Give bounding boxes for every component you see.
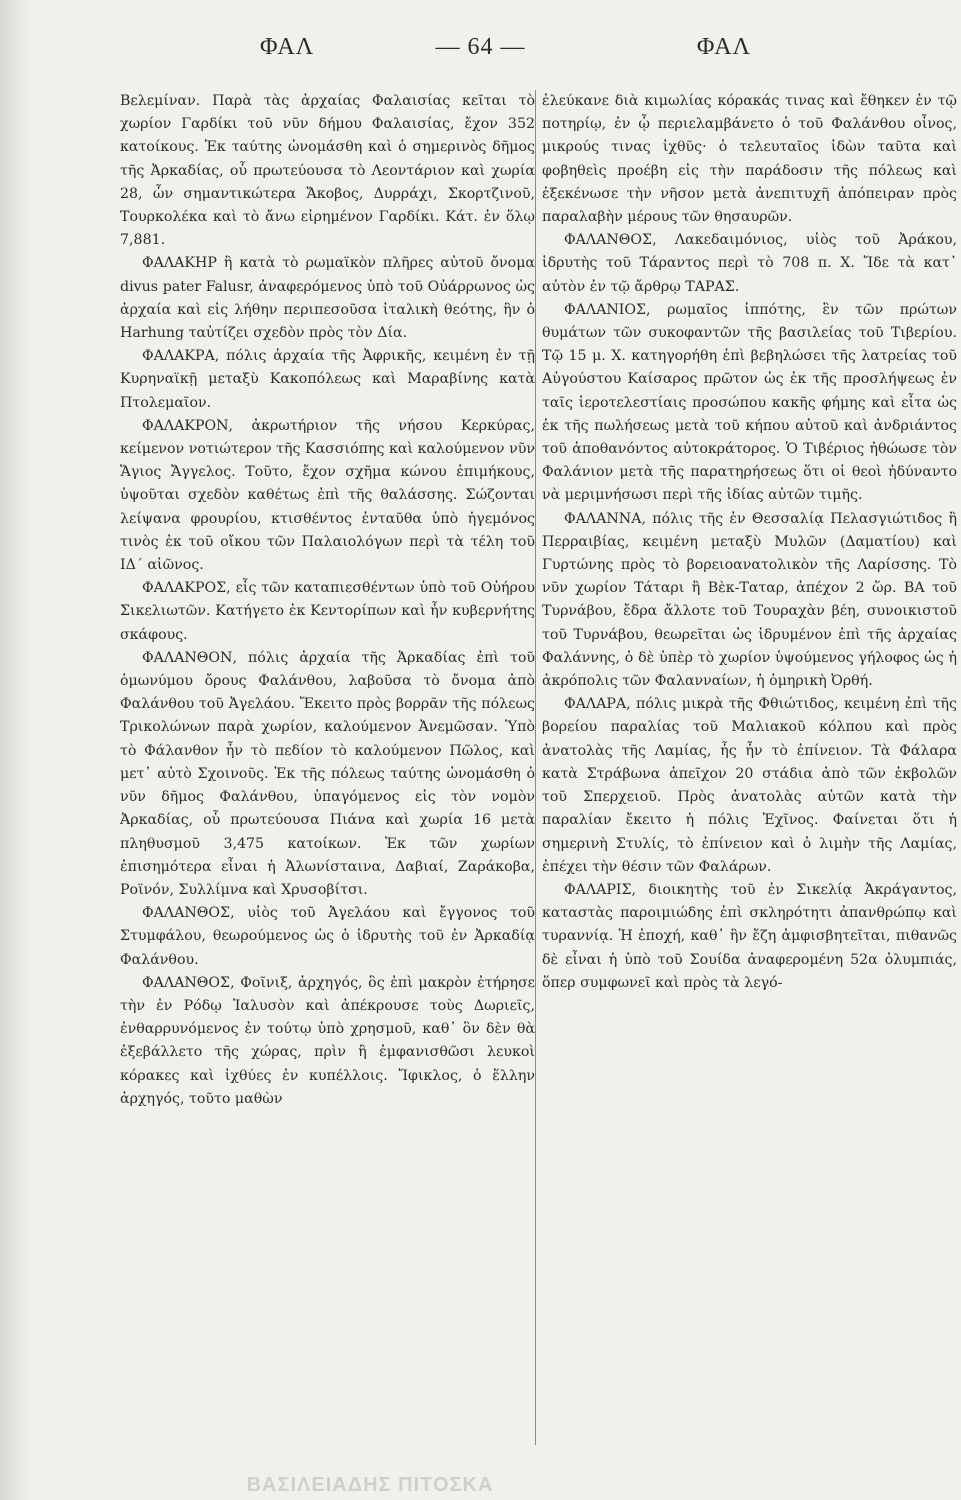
library-stamp-watermark: ΒΑΣΙΛΕΙΑΔΗΣ ΠΙΤΟΣΚΑ	[246, 1474, 494, 1496]
header-right-guideword: ΦΑΛ	[696, 34, 751, 60]
scan-edge-shadow	[0, 0, 30, 1500]
entry-paragraph: ΦΑΛΑΡΑ, πόλις μικρὰ τῆς Φθιώτιδος, κειμένη ἐπὶ τῆς βορείου παραλίας τοῦ Μαλιακοῦ κόλπου καὶ πρὸς ἀνατολὰς τῆς Λαμίας, ἧς ἦν τὸ ἐπίνειον. Τὰ Φάλαρα κατὰ Στράβωνα ἀπεῖχον 20 στάδια ἀπὸ τῶν ἐκβολῶν τοῦ Σπερχειοῦ. Πρὸς ἀνατολὰς αὐτῶν κατὰ τὴν παραλίαν ἔκειτο ἡ πόλις Ἐχῖνος. Φαίνεται ὅτι ἡ σημερινὴ Στυλίς, τὸ ἐπίνειον καὶ ὁ λιμὴν τῆς Λαμίας, ἐπέχει τὴν θέσιν τῶν Φαλάρων.	[542, 696, 957, 875]
entry-paragraph: ΦΑΛΑΝΘΟΣ, Φοῖνιξ, ἀρχηγός, ὃς ἐπὶ μακρὸν ἐτήρησε τὴν ἐν Ρόδῳ Ἰαλυσὸν καὶ ἀπέκρουσε τοὺς Δωριεῖς, ἐνθαρρυνόμενος ἐν τούτῳ ὑπὸ χρησμοῦ, καθ᾽ ὃν δὲν θὰ ἐξεβάλλετο τῆς χώρας, πρὶν ἢ ἐμφανισθῶσι λευκοὶ κόρακες καὶ ἰχθύες ἐν κυπέλλοις. Ἴφικλος, ὁ ἕλλην ἀρχηγός, τοῦτο μαθὼν	[120, 974, 535, 1107]
entry-paragraph: ΦΑΛΑΡΙΣ, διοικητὴς τοῦ ἐν Σικελίᾳ Ἀκράγαντος, καταστὰς παροιμιώδης ἐπὶ σκληρότητι ἀπανθρώπῳ καὶ τυραννίᾳ. Ἡ ἐποχή, καθ᾽ ἣν ἔζη ἀμφισβητεῖται, πιθανῶς δὲ εἶναι ἡ ὑπὸ τοῦ Σουίδα ἀναφερομένη 52α ὀλυμπιάς, ὅπερ συμφωνεῖ καὶ πρὸς τὰ λεγό-	[542, 881, 957, 991]
page-header	[140, 34, 821, 74]
entry-paragraph: Βελεμίναν. Παρὰ τὰς ἀρχαίας Φαλαισίας κεῖται τὸ χωρίον Γαρδίκι τοῦ νῦν δήμου Φαλαισίας, ἔχον 352 κατοίκους. Ἐκ ταύτης ὠνομάσθη καὶ ὁ σημερινὸς δῆμος τῆς Ἀρκαδίας, οὗ πρωτεύουσα τὸ Λεοντάριον καὶ χωρία 28, ὧν σημαντικώτερα Ἄκοβος, Δυρράχι, Σκορτζινοῦ, Τουρκολέκα καὶ τὸ ἄνω εἰρημένον Γαρδίκι. Κάτ. ἐν ὅλῳ 7,881.	[120, 93, 535, 249]
entry-paragraph: ΦΑΛΑΚΡΑ, πόλις ἀρχαία τῆς Ἀφρικῆς, κειμένη ἐν τῇ Κυρηναϊκῇ μεταξὺ Κακοπόλεως καὶ Μαραβίνης κατὰ Πτολεμαῖον.	[120, 348, 535, 411]
entry-paragraph: ΦΑΛΑΚΗΡ ἢ κατὰ τὸ ρωμαϊκὸν πλῆρες αὐτοῦ ὄνομα divus pater Falusr, ἀναφερόμενος ὑπὸ τοῦ Οὐάρρωνος ὡς ἀρχαία καὶ εἰς λήθην περιπεσοῦσα ἰταλικὴ θεότης, ἣν ὁ Harhung ταὐτίζει σχεδὸν πρὸς τὸν Δία.	[120, 255, 535, 342]
entry-paragraph: ΦΑΛΑΝΝΑ, πόλις τῆς ἐν Θεσσαλίᾳ Πελασγιώτιδος ἢ Περραιβίας, κειμένη μεταξὺ Μυλῶν (Δαματίου) καὶ Γυρτώνης πρὸς τὸ βορειοανατολικὸν τῆς Λαρίσσης. Τὸ νῦν χωρίον Τάταρι ἢ Βὲκ-Ταταρ, ἀπέχον 2 ὥρ. ΒΑ τοῦ Τυρνάβου, ἔδρα ἄλλοτε τοῦ Τουραχὰν βέη, συνοικιστοῦ τοῦ Τυρνάβου, θεωρεῖται ὡς ἱδρυμένον ἐπὶ τῆς ἀρχαίας Φαλάννης, ὁ δὲ ὑπὲρ τὸ χωρίον ὑψούμενος γήλοφος ὡς ἡ ἀκρόπολις τῶν Φαλανναίων, ἡ ὁμηρικὴ Ὀρθή.	[542, 510, 957, 690]
entry-paragraph: ΦΑΛΑΝΘΟΣ, υἱὸς τοῦ Ἀγελάου καὶ ἔγγονος τοῦ Στυμφάλου, θεωρούμενος ὡς ὁ ἱδρυτὴς τοῦ ἐν Ἀρκαδίᾳ Φαλάνθου.	[120, 905, 535, 968]
header-left-guideword: ΦΑΛ	[260, 34, 315, 60]
column-divider	[535, 90, 536, 1445]
entry-paragraph: ΦΑΛΑΚΡΟΝ, ἀκρωτήριον τῆς νήσου Κερκύρας, κείμενον νοτιώτερον τῆς Κασσιόπης καὶ καλούμενον νῦν Ἅγιος Ἄγγελος. Τοῦτο, ἔχον σχῆμα κώνου ἐπιμήκους, ὑψοῦται σχεδὸν καθέτως ἐπὶ τῆς θαλάσσης. Σώζονται λείψανα φρουρίου, κτισθέντος ἐνταῦθα ὑπὸ ἡγεμόνος τινὸς ἐκ τοῦ οἴκου τῶν Παλαιολόγων περὶ τὰ τέλη τοῦ ΙΔ΄ αἰῶνος.	[120, 417, 535, 574]
entry-paragraph: ΦΑΛΑΝΙΟΣ, ρωμαῖος ἱππότης, ἓν τῶν πρώτων θυμάτων τῶν συκοφαντῶν τῆς βασιλείας τοῦ Τιβερίου. Τῷ 15 μ. Χ. κατηγορήθη ἐπὶ βεβηλώσει τῆς λατρείας τοῦ Αὐγούστου Καίσαρος πρῶτον ὡς ἐκ τῆς προσλήψεως ἐν ταῖς ἱεροτελεστίαις προσώπου κακῆς φήμης καὶ εἶτα ὡς ἐκ τῆς πωλήσεως μετὰ τοῦ κήπου αὐτοῦ καὶ ἀνδριάντος τοῦ ἀποθανόντος αὐτοκράτορος. Ὁ Τιβέριος ἠθώωσε τὸν Φαλάνιον μετὰ τῆς παρατηρήσεως ὅτι οἱ θεοὶ ἠδύναντο νὰ μεριμνήσωσι περὶ τῆς ἰδίας αὐτῶν τιμῆς.	[542, 301, 957, 504]
entry-paragraph: ἐλεύκανε διὰ κιμωλίας κόρακάς τινας καὶ ἔθηκεν ἐν τῷ ποτηρίῳ, ἐν ᾧ περιελαμβάνετο ὁ τοῦ Φαλάνθου οἶνος, μικρούς τινας ἰχθῦς· ὁ τελευταῖος ἰδὼν ταῦτα καὶ φοβηθεὶς προέβη εἰς τὴν παράδοσιν τῆς πόλεως καὶ ἐξεκένωσε τὴν νῆσον μετὰ ἀνεπιτυχῆ ἀπόπειραν πρὸς παραλαβὴν μέρους τῶν θησαυρῶν.	[542, 93, 957, 226]
entry-paragraph: ΦΑΛΑΚΡΟΣ, εἷς τῶν καταπιεσθέντων ὑπὸ τοῦ Οὐήρου Σικελιωτῶν. Κατήγετο ἐκ Κεντορίπων καὶ ἦν κυβερνήτης σκάφους.	[120, 580, 535, 643]
right-column	[542, 90, 957, 1450]
entry-paragraph: ΦΑΛΑΝΘΟΝ, πόλις ἀρχαία τῆς Ἀρκαδίας ἐπὶ τοῦ ὁμωνύμου ὄρους Φαλάνθου, λαβοῦσα τὸ ὄνομα ἀπὸ Φαλάνθου τοῦ Ἀγελάου. Ἔκειτο πρὸς βορρᾶν τῆς πόλεως Τρικολώνων παρὰ χωρίον, καλούμενον Ἀνεμῶσαν. Ὑπὸ τὸ Φάλανθον ἦν τὸ πεδίον τὸ καλούμενον Πῶλος, καὶ μετ᾽ αὐτὸ Σχοινοῦς. Ἐκ τῆς πόλεως ταύτης ὠνομάσθη ὁ νῦν δῆμος Φαλάνθου, ὑπαγόμενος εἰς τὸν νομὸν Ἀρκαδίας, οὗ πρωτεύουσα Πιάνα καὶ χωρία 16 μετὰ πληθυσμοῦ 3,475 κατοίκων. Ἐκ τῶν χωρίων ἐπισημότερα εἶναι ἡ Ἀλωνίσταινα, Δαβιαί, Ζαράκοβα, Ροϊνόν, Συλλίμνα καὶ Χρυσοβίτσι.	[120, 649, 535, 898]
page-number: — 64 —	[435, 34, 526, 60]
entry-paragraph: ΦΑΛΑΝΘΟΣ, Λακεδαιμόνιος, υἱὸς τοῦ Ἀράκου, ἱδρυτὴς τοῦ Τάραντος περὶ τὸ 708 π. Χ. Ἴδε τὰ κατ᾽ αὐτὸν ἐν τῷ ἄρθρῳ ΤΑΡΑΣ.	[542, 232, 957, 295]
left-column	[120, 90, 535, 1450]
